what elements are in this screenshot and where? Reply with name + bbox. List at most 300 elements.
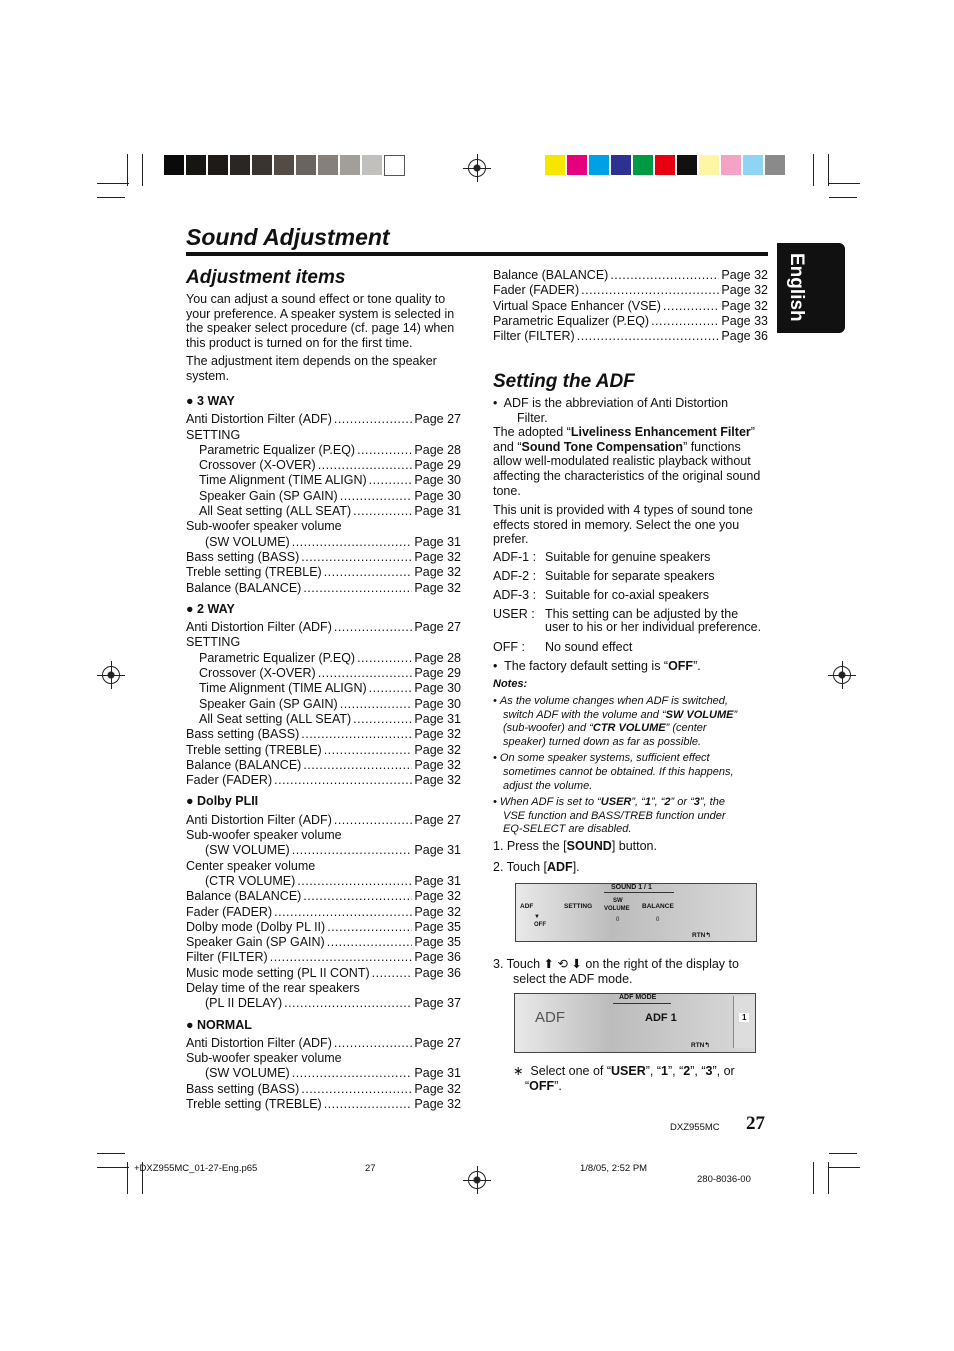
leader-dots: [327, 935, 413, 950]
text: Liveliness Enhancement Filter: [570, 425, 751, 440]
item-row: [493, 314, 768, 329]
leader-dots: [270, 950, 413, 965]
leader-dots: [303, 581, 412, 596]
item-label: (PL II DELAY): [205, 996, 283, 1011]
intro-line: You can adjust a sound effect or tone quality to: [186, 292, 446, 306]
color-swatch: [611, 155, 631, 175]
item-row: [186, 859, 461, 874]
text: 3. Touch: [493, 957, 541, 971]
item-label: Fader (FADER): [493, 283, 580, 298]
text: Select one of “: [530, 1064, 612, 1078]
item-row: [186, 920, 461, 935]
leader-dots: [327, 920, 412, 935]
item-page: Page 27: [414, 412, 461, 427]
gray-swatch: [230, 155, 250, 175]
text: ].: [572, 860, 580, 874]
text: ADF: [546, 860, 573, 874]
item-page: Page 31: [414, 534, 461, 549]
text: allow well-modulated realistic playback without: [493, 454, 751, 469]
item-page: Page 32: [721, 283, 768, 298]
sound-menu-screen: [515, 883, 757, 942]
item-page: Page 29: [414, 666, 461, 681]
item-label: Bass setting (BASS): [186, 727, 300, 742]
text: ”.: [693, 659, 701, 673]
item-row: [186, 473, 461, 488]
item-row: [186, 1082, 461, 1097]
text: ADF is the abbreviation of Anti Distortion: [503, 396, 729, 410]
leader-dots: [292, 535, 413, 550]
item-label: SETTING: [186, 635, 241, 650]
text: The adopted “: [493, 425, 571, 440]
text: USER: [600, 796, 632, 809]
down-arrow-icon: ▼: [534, 914, 540, 920]
leader-dots: [357, 651, 412, 666]
item-page: Page 32: [414, 549, 461, 564]
text: sometimes cannot be obtained. If this happens,: [503, 765, 734, 778]
text: OFF: [529, 1078, 555, 1093]
intro-line: the speaker select procedure (cf. page 14) when: [186, 321, 455, 336]
item-label: Parametric Equalizer (P.EQ): [199, 442, 356, 457]
screen-header: ADF MODE: [619, 994, 657, 1001]
item-row: [186, 1097, 461, 1112]
crop-mark: [828, 1167, 860, 1168]
rtn-button[interactable]: RTN↰: [691, 1042, 710, 1049]
item-page: Page 32: [414, 565, 461, 580]
item-label: Dolby mode (Dolby PL II): [186, 919, 326, 934]
mode-desc: Suitable for genuine speakers: [545, 550, 711, 564]
item-row: [186, 550, 461, 565]
adf-modes-list: [493, 548, 773, 657]
leader-dots: [581, 283, 719, 298]
mode-desc: This setting can be adjusted by the: [545, 607, 739, 621]
item-label: Anti Distortion Filter (ADF): [186, 620, 332, 635]
item-page: Page 31: [414, 504, 461, 519]
leader-dots: [651, 314, 719, 329]
sw-volume-value: 0: [616, 917, 620, 923]
item-row: [186, 458, 461, 473]
item-row: [186, 813, 461, 828]
color-swatch: [699, 155, 719, 175]
text: 1: [661, 1064, 668, 1078]
item-label: Balance (BALANCE): [493, 268, 609, 282]
item-page: Page 32: [721, 298, 768, 313]
item-page: Page 32: [414, 580, 461, 595]
item-row: [186, 874, 461, 889]
item-row: [186, 412, 461, 427]
registration-mark-line: [111, 661, 112, 689]
item-label: Treble setting (TREBLE): [186, 565, 322, 580]
file-name: +DXZ955MC_01-27-Eng.p65: [134, 1163, 258, 1174]
leader-dots: [301, 1082, 412, 1097]
crop-mark: [97, 183, 129, 184]
item-page: Page 33: [721, 313, 768, 328]
language-tab-label: English: [786, 253, 807, 322]
mode-desc: No sound effect: [545, 640, 633, 654]
text: select the ADF mode.: [513, 971, 633, 986]
leader-dots: [340, 489, 413, 504]
item-label: Filter (FILTER): [493, 329, 575, 344]
step-1: [493, 839, 657, 854]
leader-dots: [324, 743, 413, 758]
text: NORMAL: [197, 1017, 252, 1032]
text: and “: [493, 439, 522, 454]
adf-mode-screen: [514, 993, 756, 1053]
mode-arrows-icon: ⬆ ⟲ ⬇: [543, 957, 582, 971]
header-line: [604, 892, 674, 893]
item-label: Treble setting (TREBLE): [186, 742, 322, 757]
crop-mark: [97, 1153, 125, 1154]
crop-mark: [97, 197, 125, 198]
item-row: [186, 535, 461, 550]
text: 2: [683, 1064, 691, 1078]
crop-mark: [97, 1167, 129, 1168]
item-label: (CTR VOLUME): [205, 873, 296, 888]
mode-key: ADF-2 :: [493, 569, 537, 583]
note-2: • On some speaker systems, sufficient effect sometimes cannot be obtained. If this happens, adjust the volume.: [493, 752, 734, 792]
item-row: [186, 581, 461, 596]
item-row: [186, 651, 461, 666]
text: ”, “: [631, 796, 645, 809]
intro-line: your preference. A speaker system is selected in: [186, 306, 455, 321]
item-row: [186, 666, 461, 681]
gray-swatch: [318, 155, 338, 175]
item-row: [186, 758, 461, 773]
adf-mode-row: [493, 567, 773, 586]
leader-dots: [292, 1066, 413, 1081]
leader-dots: [318, 458, 413, 473]
item-label: Balance (BALANCE): [186, 580, 302, 595]
registration-mark-line: [477, 154, 478, 182]
leader-dots: [301, 727, 412, 742]
leader-dots: [284, 996, 412, 1011]
item-label: Anti Distortion Filter (ADF): [186, 412, 332, 427]
mode-selector[interactable]: [733, 996, 754, 1048]
item-row: [186, 681, 461, 696]
continued-items-list: [493, 268, 768, 344]
color-swatch: [655, 155, 675, 175]
color-swatch: [589, 155, 609, 175]
item-page: Page 31: [414, 1066, 461, 1081]
item-label: Bass setting (BASS): [186, 549, 300, 564]
item-label: Fader (FADER): [186, 773, 273, 788]
item-label: Delay time of the rear speakers: [186, 980, 360, 995]
item-row: [186, 828, 461, 843]
item-row: [186, 843, 461, 858]
item-page: Page 30: [414, 473, 461, 488]
page-number: 27: [746, 1113, 765, 1134]
memory-paragraph: [493, 503, 769, 547]
timestamp: 1/8/05, 2:52 PM: [580, 1163, 648, 1174]
item-page: Page 32: [414, 1097, 461, 1112]
gray-swatch: [296, 155, 316, 175]
leader-dots: [297, 874, 412, 889]
crop-mark: [142, 154, 143, 186]
leader-dots: [372, 966, 413, 981]
item-page: Page 28: [414, 650, 461, 665]
mode-key: ADF-1 :: [493, 550, 537, 564]
setting-adf-body: [493, 396, 769, 547]
mode-key: [493, 620, 545, 634]
item-page: Page 30: [414, 681, 461, 696]
crop-mark: [828, 154, 829, 186]
text: 3: [705, 1064, 713, 1078]
mode-desc: Suitable for co-axial speakers: [545, 588, 709, 602]
item-label: Treble setting (TREBLE): [186, 1097, 322, 1112]
gray-swatch: [340, 155, 360, 175]
text: 1. Press the [: [493, 839, 567, 853]
leader-dots: [369, 473, 413, 488]
item-label: Crossover (X-OVER): [199, 458, 316, 473]
leader-dots: [663, 299, 720, 314]
color-swatch: [545, 155, 565, 175]
text: ” functions: [683, 439, 741, 454]
leader-dots: [324, 1097, 413, 1112]
item-page: Page 36: [721, 329, 768, 344]
item-label: Center speaker volume: [186, 858, 316, 873]
item-row: [493, 299, 768, 314]
item-row: [186, 743, 461, 758]
leader-dots: [324, 565, 413, 580]
adjustment-items-heading: Adjustment items: [186, 267, 346, 288]
leader-dots: [353, 712, 412, 727]
item-label: Music mode setting (PL II CONT): [186, 965, 370, 980]
leader-dots: [340, 697, 413, 712]
mode-key: OFF :: [493, 640, 525, 654]
text: Sound Tone Compensation: [521, 439, 684, 454]
leader-dots: [334, 1036, 413, 1051]
adf-mode-row: [493, 638, 773, 657]
notes-title: Notes:: [493, 678, 528, 690]
item-page: Page 28: [414, 442, 461, 457]
item-label: SETTING: [186, 427, 241, 442]
leader-dots: [292, 843, 413, 858]
item-page: Page 30: [414, 696, 461, 711]
text: ”, “: [645, 1064, 662, 1078]
leader-dots: [610, 268, 719, 283]
item-row: [186, 620, 461, 635]
rtn-label: RTN: [691, 1042, 705, 1049]
text: EQ-SELECT are disabled.: [503, 823, 632, 836]
text: On some speaker systems, sufficient effect: [499, 752, 710, 765]
leader-dots: [577, 329, 720, 344]
volume-label: VOLUME: [604, 906, 630, 912]
text: ”, “: [650, 796, 665, 809]
item-row: [186, 905, 461, 920]
item-row: [186, 935, 461, 950]
section-title: ● 3 WAY: [186, 394, 235, 408]
text: USER: [611, 1064, 646, 1078]
item-page: Page 32: [414, 742, 461, 757]
item-page: Page 32: [414, 904, 461, 919]
item-page: Page 27: [414, 620, 461, 635]
adf-mode-value: ADF 1: [645, 1012, 677, 1024]
text: prefer.: [493, 532, 529, 547]
item-page: Page 35: [414, 919, 461, 934]
item-page: Page 31: [414, 843, 461, 858]
gray-swatch: [384, 155, 405, 176]
rtn-button[interactable]: RTN↰: [692, 932, 711, 939]
mode-key: ADF-3 :: [493, 588, 537, 602]
leader-dots: [303, 758, 412, 773]
text: affecting the characteristics of the original sound: [493, 468, 761, 483]
adf-label: ADF: [520, 903, 534, 910]
item-label: All Seat setting (ALL SEAT): [199, 504, 352, 519]
color-swatch: [765, 155, 785, 175]
adf-mode-row: [493, 586, 773, 605]
item-row: [186, 966, 461, 981]
adopted-paragraph: [493, 425, 769, 498]
mode-desc: user to his or her individual preference.: [545, 620, 762, 634]
gray-swatch: [208, 155, 228, 175]
leader-dots: [353, 504, 412, 519]
adf-mode-row: [493, 548, 773, 567]
text: ”: [750, 425, 755, 440]
item-page: Page 31: [414, 873, 461, 888]
gray-swatch: [274, 155, 294, 175]
gray-swatch: [164, 155, 184, 175]
setting-label: SETTING: [564, 903, 593, 910]
item-label: Sub-woofer speaker volume: [186, 1051, 342, 1066]
item-label: (SW VOLUME): [205, 843, 290, 858]
bullet-adf-abbrev: • ADF is the abbreviation of Anti Distortion Filter.: [493, 396, 729, 425]
text: The factory default setting is “: [504, 659, 669, 673]
text: Dolby PLII: [197, 794, 259, 809]
title-rule: [186, 252, 768, 256]
text: ”.: [554, 1078, 562, 1093]
color-swatch: [743, 155, 763, 175]
item-page: Page 32: [721, 268, 768, 282]
model-label: DXZ955MC: [670, 1122, 720, 1133]
item-row: [186, 443, 461, 458]
text: speaker) turned down as far as possible.: [503, 735, 702, 748]
text: tone.: [493, 483, 521, 498]
adf-value: OFF: [534, 922, 546, 928]
leader-dots: [369, 681, 413, 696]
item-page: Page 32: [414, 773, 461, 788]
crop-mark: [829, 197, 857, 198]
text: 2. Touch [: [493, 860, 547, 874]
text: switch ADF with the volume and “: [503, 708, 666, 721]
section-title: ● 2 WAY: [186, 601, 235, 616]
text: 3: [693, 796, 700, 809]
item-row: [186, 635, 461, 650]
text: ”, or: [712, 1064, 735, 1078]
crop-mark: [813, 1162, 814, 1194]
item-label: Balance (BALANCE): [186, 757, 302, 772]
item-label: Bass setting (BASS): [186, 1081, 300, 1096]
crop-mark: [829, 1153, 857, 1154]
text: on the right of the display to: [585, 957, 739, 971]
text: ] button.: [611, 839, 657, 853]
balance-value: 0: [656, 917, 660, 923]
color-swatch: [633, 155, 653, 175]
item-label: Parametric Equalizer (P.EQ): [493, 313, 650, 328]
leader-dots: [274, 773, 412, 788]
item-row: [186, 1051, 461, 1066]
item-label: Speaker Gain (SP GAIN): [199, 696, 338, 711]
item-row: [493, 283, 768, 298]
item-label: Speaker Gain (SP GAIN): [199, 488, 338, 503]
mode-key: USER :: [493, 607, 535, 621]
item-row: [186, 428, 461, 443]
item-row: [186, 519, 461, 534]
adf-logo: ADF: [535, 1009, 565, 1026]
text: ”, “: [668, 1064, 684, 1078]
item-label: (SW VOLUME): [205, 534, 290, 549]
leader-dots: [318, 666, 413, 681]
text: effects stored in memory. Select the one you: [493, 517, 740, 532]
item-label: Anti Distortion Filter (ADF): [186, 1035, 332, 1050]
item-row: [186, 727, 461, 742]
text: ”: [733, 708, 738, 721]
adf-mode-row: [493, 620, 773, 634]
text: ”, “: [690, 1064, 706, 1078]
mode-selector-value: 1: [739, 1013, 749, 1022]
leader-dots: [334, 813, 413, 828]
leader-dots: [357, 443, 412, 458]
factory-default: • The factory default setting is “OFF”.: [493, 659, 701, 673]
item-page: Page 31: [414, 711, 461, 726]
intro-paragraph-1: [186, 292, 466, 350]
item-page: Page 35: [414, 935, 461, 950]
intro-line: The adjustment item depends on the speaker: [186, 354, 437, 368]
item-row: [186, 712, 461, 727]
item-label: All Seat setting (ALL SEAT): [199, 711, 352, 726]
text: As the volume changes when ADF is switched,: [499, 695, 728, 707]
color-swatch: [567, 155, 587, 175]
text: SOUND: [566, 839, 612, 853]
item-label: Sub-woofer speaker volume: [186, 519, 342, 534]
item-label: Anti Distortion Filter (ADF): [186, 812, 332, 827]
part-code: 280-8036-00: [697, 1174, 751, 1185]
item-page: Page 32: [414, 727, 461, 742]
item-label: Balance (BALANCE): [186, 889, 302, 904]
item-page: Page 27: [414, 1035, 461, 1050]
rtn-label: RTN: [692, 932, 706, 939]
text: (sub-woofer) and “: [503, 722, 593, 735]
leader-dots: [301, 550, 412, 565]
mode-desc: Suitable for separate speakers: [545, 569, 715, 583]
crop-mark: [813, 154, 814, 186]
file-page: 27: [365, 1163, 376, 1174]
text: OFF: [668, 659, 694, 673]
language-tab: [777, 243, 845, 333]
leader-dots: [334, 412, 413, 427]
item-page: Page 27: [414, 812, 461, 827]
item-label: Time Alignment (TIME ALIGN): [199, 681, 367, 696]
text: ”, the: [699, 796, 725, 809]
item-label: Speaker Gain (SP GAIN): [186, 935, 325, 950]
item-page: Page 30: [414, 488, 461, 503]
text: This unit is provided with 4 types of sound tone: [493, 503, 753, 518]
gray-swatch: [186, 155, 206, 175]
select-instruction: ∗ Select one of “USER”, “1”, “2”, “3”, or “OFF”.: [513, 1064, 735, 1093]
text: VSE function and BASS/TREB function under: [503, 809, 726, 822]
gray-swatch: [252, 155, 272, 175]
item-label: (SW VOLUME): [205, 1066, 290, 1081]
item-page: Page 36: [414, 950, 461, 965]
screen-header: SOUND 1 / 1: [611, 884, 652, 891]
item-page: Page 29: [414, 458, 461, 473]
note-3: • When ADF is set to “USER”, “1”, “2” or “3”, the VSE function and BASS/TREB function under EQ-SELECT are disabled.: [493, 796, 726, 836]
leader-dots: [334, 620, 413, 635]
item-row: [186, 996, 461, 1011]
crop-mark: [828, 183, 860, 184]
item-label: Filter (FILTER): [186, 950, 268, 965]
text: 2 WAY: [197, 601, 235, 616]
item-label: Fader (FADER): [186, 904, 273, 919]
item-page: Page 32: [414, 757, 461, 772]
